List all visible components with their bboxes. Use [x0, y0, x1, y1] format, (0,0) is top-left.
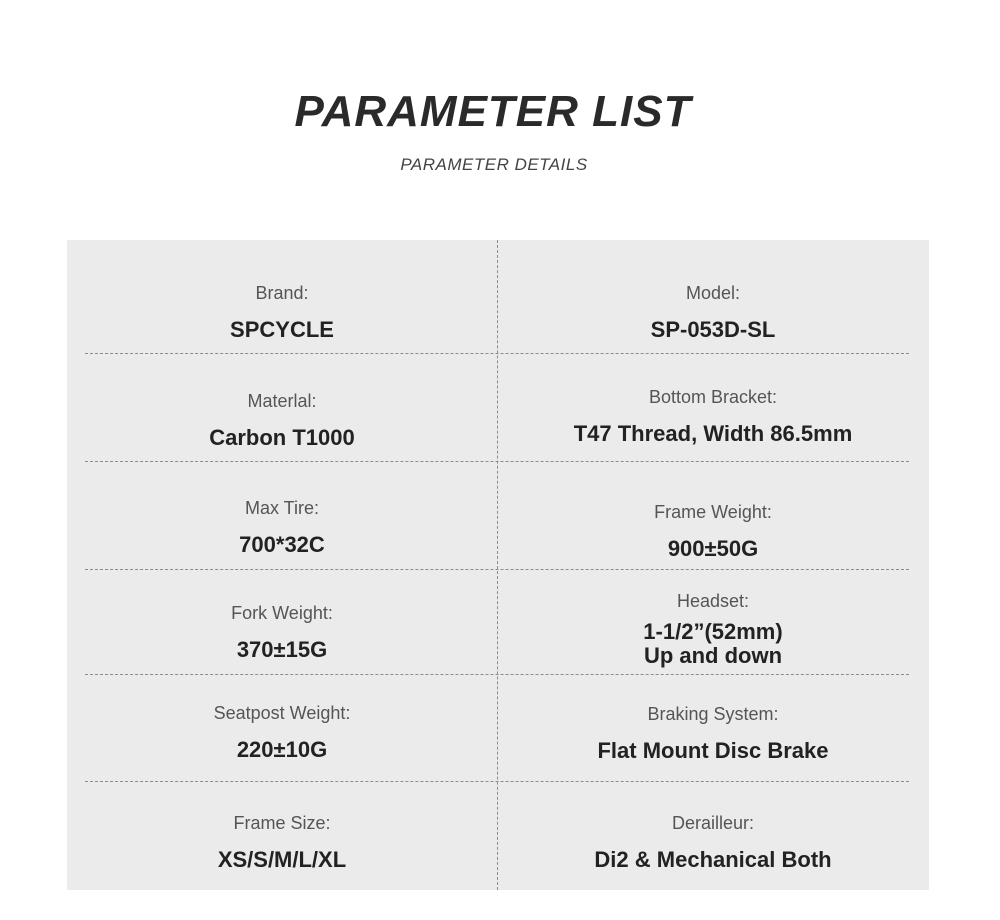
row-divider [85, 353, 909, 354]
row-divider [85, 461, 909, 462]
param-max-tire [67, 484, 497, 569]
param-seatpost-weight [67, 690, 497, 774]
param-label: Model: [685, 282, 741, 303]
param-label: Frame Size: [233, 812, 331, 833]
param-value: 900±50G [667, 535, 759, 561]
param-label: Braking System: [647, 704, 779, 724]
param-value-line: 1-1/2”(52mm) [643, 619, 783, 644]
param-value: 700*32C [239, 531, 325, 557]
param-derailleur [498, 799, 928, 884]
page-title: PARAMETER LIST [294, 87, 692, 136]
param-fork-weight [67, 590, 497, 674]
param-headset [498, 582, 928, 676]
param-value: SP-053D-SL [650, 316, 776, 342]
page-subtitle: PARAMETER DETAILS [400, 155, 588, 174]
parameter-table [67, 240, 929, 890]
param-label: Materlal: [247, 390, 317, 411]
param-braking-system [498, 691, 928, 775]
param-label: Headset: [676, 591, 750, 611]
param-frame-weight [498, 488, 928, 573]
param-brand [67, 270, 497, 353]
param-label: Brand: [255, 282, 309, 303]
param-value: 220±10G [236, 737, 328, 762]
param-value: SPCYCLE [230, 316, 334, 342]
param-label: Max Tire: [244, 497, 319, 518]
param-model [498, 270, 928, 353]
row-divider [85, 781, 909, 782]
param-label: Frame Weight: [654, 501, 772, 522]
param-material [67, 378, 497, 461]
param-bottom-bracket [498, 374, 928, 457]
param-label: Bottom Bracket: [648, 386, 778, 407]
param-label: Derailleur: [671, 812, 755, 833]
param-value: Di2 & Mechanical Both [594, 846, 832, 872]
param-value: T47 Thread, Width 86.5mm [573, 420, 853, 446]
param-frame-size [67, 799, 497, 884]
param-value: Carbon T1000 [209, 424, 355, 450]
param-value-line: Up and down [643, 643, 783, 668]
param-label: Fork Weight: [231, 603, 333, 623]
param-value: 370±15G [236, 637, 328, 662]
param-value: Flat Mount Disc Brake [597, 738, 829, 763]
param-label: Seatpost Weight: [213, 703, 351, 723]
param-value: XS/S/M/L/XL [217, 846, 347, 872]
param-value [643, 620, 782, 668]
